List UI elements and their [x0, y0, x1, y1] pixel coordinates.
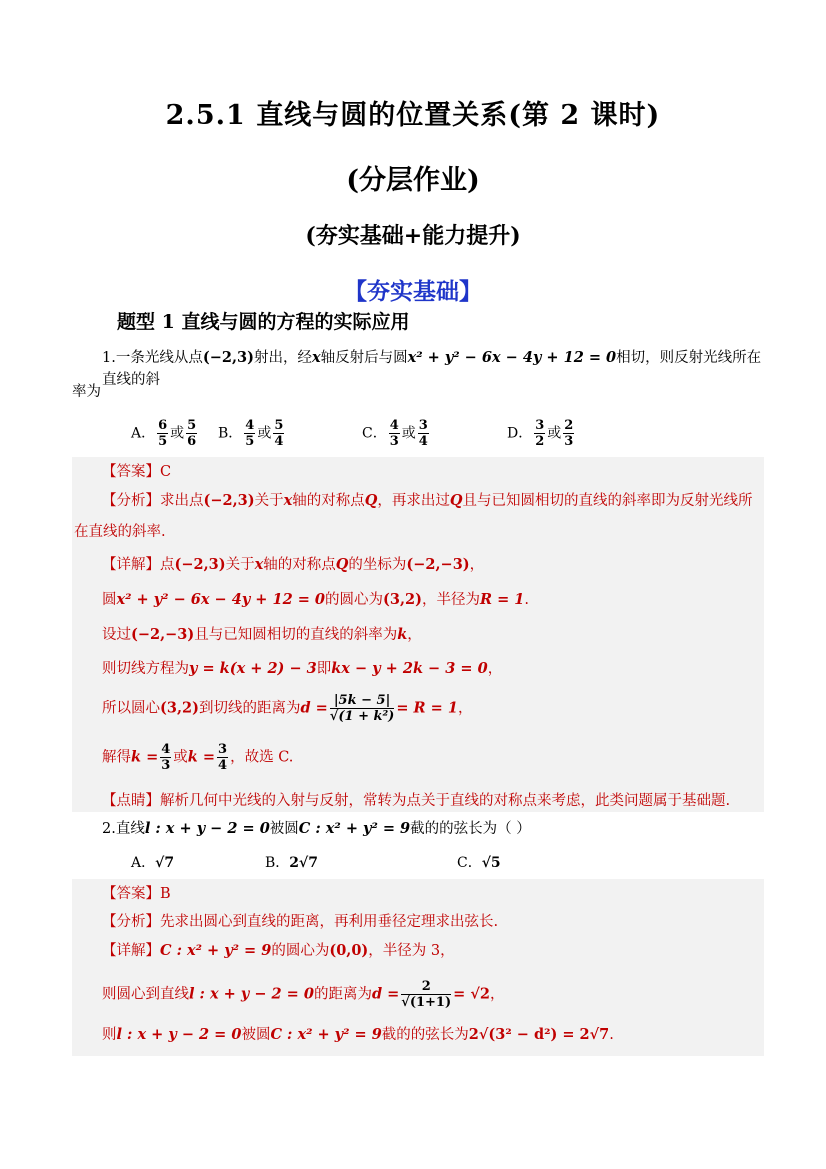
option-label: D．: [507, 425, 533, 442]
q2-detail-2: 则圆心到直线l : x + y − 2 = 0的距离为d = $\frac{2}{√(1+1)}$ = √2，: [102, 979, 505, 1010]
fraction: $\frac{4}{5}$: [245, 418, 255, 449]
page-subtitle: (分层作业): [346, 165, 480, 196]
q1-answer: 【答案】C: [102, 464, 172, 480]
q2-detail-3: 则l : x + y − 2 = 0被圆C : x² + y² = 9截的的弦长为2√(3² − d²) = 2√7.: [102, 1026, 614, 1043]
fraction: $\frac{5}{4}$: [274, 418, 284, 449]
q1-option-b[interactable]: [218, 418, 286, 449]
q2-option-b[interactable]: B．2√7: [265, 855, 318, 871]
q2-option-a[interactable]: A．√7: [131, 855, 175, 871]
question-2: 2.直线l : x + y − 2 = 0被圆C : x² + y² = 9截的的弦长为（ ）: [102, 820, 531, 837]
fraction: $\frac{5}{6}$: [187, 418, 197, 449]
q1-text: 相切，则反射光线所在直线的斜: [102, 350, 762, 388]
q2-detail-1: 【详解】C : x² + y² = 9的圆心为(0,0)，半径为 3，: [102, 942, 455, 959]
q1-text: 1.一条光线从点: [102, 350, 203, 366]
option-label: B．: [218, 425, 243, 442]
fraction: $\frac{4}{3}$: [389, 418, 399, 449]
q2-analysis: 【分析】先求出圆心到直线的距离，再利用垂径定理求出弦长.: [102, 914, 499, 930]
q1-analysis: 【分析】求出点(−2,3)关于x轴的对称点Q，再求出过Q且与已知圆相切的直线的斜率即为反射光线所: [102, 492, 753, 509]
q1-text: 轴反射后与圆: [320, 350, 408, 366]
or-text: 或: [401, 425, 416, 442]
page-subtitle-2: (夯实基础+能力提升): [305, 223, 521, 249]
option-label: A．: [131, 425, 156, 442]
q1-point: (−2,3): [202, 349, 254, 366]
q1-analysis-cont: 在直线的斜率.: [74, 524, 166, 540]
q1-x: x: [311, 349, 321, 366]
q1-detail-5: 所以圆心(3,2)到切线的距离为d = $\frac{|5k - 5|}{\text{√(1 + k²)}}$ = R = 1，: [102, 693, 473, 724]
fraction: $\frac{6}{5}$: [158, 418, 168, 449]
q2-solution-box: [72, 879, 764, 1056]
q1-option-a[interactable]: [131, 418, 199, 449]
question-1: [102, 347, 762, 391]
q1-comment: 【点睛】解析几何中光线的入射与反射，常转为点关于直线的对称点来考虑，此类问题属于基础题.: [102, 793, 731, 809]
q1-detail-1: 【详解】点(−2,3)关于x轴的对称点Q的坐标为(−2,−3)，: [102, 556, 485, 573]
q1-text: 射出，经: [253, 350, 312, 366]
q1-circle-eq: x² + y² − 6x − 4y + 12 = 0: [407, 349, 617, 366]
q2-option-c[interactable]: C．√5: [457, 855, 501, 871]
fraction: $\frac{3}{2}$: [535, 418, 545, 449]
or-text: 或: [257, 425, 272, 442]
q1-option-c[interactable]: [362, 418, 431, 449]
fraction: $\frac{3}{4}$: [418, 418, 428, 449]
or-text: 或: [170, 425, 185, 442]
q1-detail-6: 解得k = $\frac{4}{3}$ 或k = $\frac{3}{4}$ ，故选 C.: [102, 742, 294, 773]
q1-detail-3: 设过(−2,−3)且与已知圆相切的直线的斜率为k，: [102, 626, 422, 643]
q1-detail-2: 圆x² + y² − 6x − 4y + 12 = 0的圆心为(3,2)，半径为R = 1.: [102, 591, 529, 608]
fraction: $\frac{2}{3}$: [564, 418, 574, 449]
q2-answer: 【答案】B: [102, 886, 171, 902]
section-heading: 【夯实基础】: [344, 278, 482, 305]
q1-solution-box: [72, 457, 764, 812]
or-text: 或: [547, 425, 562, 442]
q1-text-cont: 率为: [72, 384, 101, 400]
page-title: 2.5.1 直线与圆的位置关系(第 2 课时): [165, 100, 661, 131]
option-label: C．: [362, 425, 387, 442]
topic-heading: 题型 1 直线与圆的方程的实际应用: [117, 311, 410, 333]
q1-detail-4: 则切线方程为y = k(x + 2) − 3即kx − y + 2k − 3 = 0，: [102, 660, 503, 677]
q1-option-d[interactable]: [507, 418, 576, 449]
